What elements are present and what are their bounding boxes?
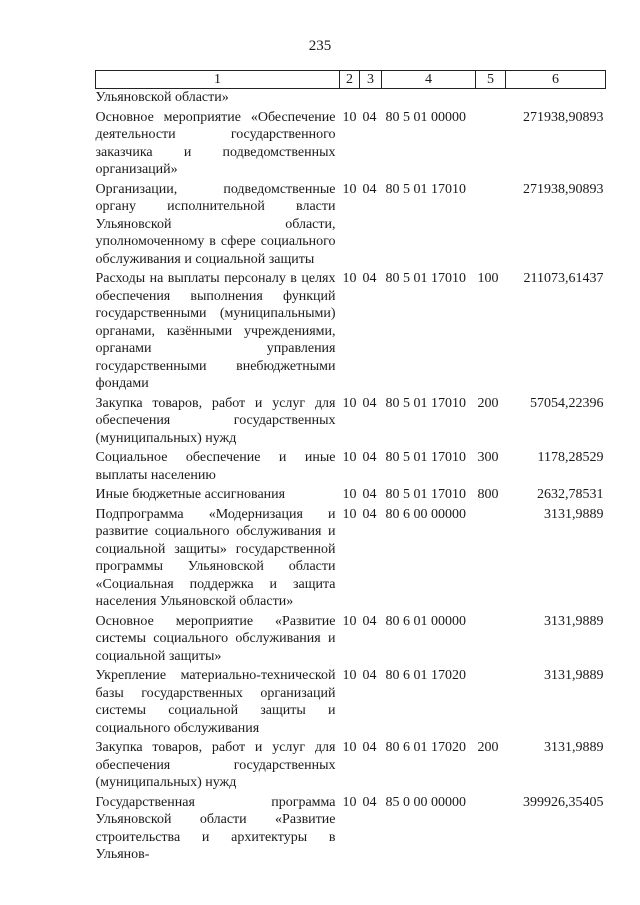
row-name: Организации, подведомственные органу исполнительной власти Ульяновской области, уполномоченному в сфере социального обслуживания и социальной защиты xyxy=(95,181,336,267)
row-name: Иные бюджетные ассигнования xyxy=(95,487,286,502)
row-subsection: 04 xyxy=(362,271,377,286)
row-expense-type xyxy=(476,667,506,739)
row-expense-type xyxy=(476,89,506,109)
row-expense-type xyxy=(476,506,506,613)
table-row xyxy=(96,794,606,866)
row-target-code: 80 5 01 17010 xyxy=(385,271,466,286)
row-expense-type: 800 xyxy=(477,487,499,502)
row-amount: 1178,28529 xyxy=(537,450,604,465)
header-col-6: 6 xyxy=(506,71,606,89)
row-subsection: 04 xyxy=(362,613,377,629)
row-subsection xyxy=(360,89,382,109)
row-amount: 211073,61437 xyxy=(523,271,604,286)
table-header-row xyxy=(96,71,606,89)
row-target-code: 80 5 01 17010 xyxy=(385,487,466,502)
row-name: Расходы на выплаты персоналу в целях обеспечения выполнения функций государственными (муниципальными) органами, казёнными учреждениями, органами управления государственными внебюджетными фондами xyxy=(95,271,336,391)
row-name: Укрепление материально-технической базы государственных организаций системы социальной защиты и социального обслуживания xyxy=(95,668,336,736)
row-subsection: 04 xyxy=(362,109,377,125)
row-section: 10 xyxy=(342,668,357,683)
row-subsection: 04 xyxy=(362,506,377,522)
row-section: 10 xyxy=(342,487,357,502)
row-target-code: 80 6 01 17020 xyxy=(385,668,466,683)
row-target-code: 80 6 01 00000 xyxy=(385,613,466,629)
table-row xyxy=(96,270,606,395)
row-name: Закупка товаров, работ и услуг для обеспечения государственных (муниципальных) нужд xyxy=(95,395,336,446)
table-row xyxy=(96,181,606,271)
row-subsection: 04 xyxy=(362,450,377,465)
row-amount: 3131,9889 xyxy=(544,506,604,522)
row-section: 10 xyxy=(342,794,357,810)
row-section: 10 xyxy=(342,181,357,197)
header-col-5: 5 xyxy=(476,71,506,89)
row-amount: 3131,9889 xyxy=(544,668,604,683)
row-target-code: 85 0 00 00000 xyxy=(385,794,466,810)
row-name: Закупка товаров, работ и услуг для обеспечения государственных (муниципальных) нужд xyxy=(95,740,336,790)
table-row xyxy=(96,89,606,109)
row-subsection: 04 xyxy=(362,740,377,755)
row-expense-type: 300 xyxy=(477,450,499,465)
row-subsection: 04 xyxy=(362,395,377,411)
row-subsection: 04 xyxy=(362,794,377,810)
row-target-code: 80 5 01 17010 xyxy=(385,395,466,411)
row-section: 10 xyxy=(342,395,357,411)
row-expense-type: 200 xyxy=(477,395,499,411)
row-amount: 399926,35405 xyxy=(523,794,604,810)
row-section: 10 xyxy=(342,271,357,286)
table-row xyxy=(96,613,606,668)
header-col-2: 2 xyxy=(340,71,360,89)
row-expense-type xyxy=(476,109,506,181)
row-amount: 271938,90893 xyxy=(523,181,604,197)
table-row xyxy=(96,395,606,450)
row-amount: 57054,22396 xyxy=(530,395,604,411)
row-name: Подпрограмма «Модернизация и развитие социального обслуживания и социальной защиты» государственной программы Ульяновской области «Социальная поддержка и защита населения Ульяновской области» xyxy=(95,506,336,609)
row-section: 10 xyxy=(342,740,357,755)
table-row xyxy=(96,667,606,739)
row-target-code: 80 5 01 17010 xyxy=(385,181,466,197)
row-amount: 2632,78531 xyxy=(537,487,604,502)
row-subsection: 04 xyxy=(362,181,377,197)
header-col-1: 1 xyxy=(96,71,340,89)
row-target-code: 80 6 01 17020 xyxy=(385,740,466,755)
row-expense-type xyxy=(476,613,506,668)
row-amount: 3131,9889 xyxy=(544,740,604,755)
row-expense-type xyxy=(476,181,506,271)
row-section: 10 xyxy=(342,506,357,522)
table-row xyxy=(96,739,606,794)
row-section: 10 xyxy=(342,613,357,629)
row-name: Основное мероприятие «Развитие системы социального обслуживания и социальной защиты» xyxy=(95,613,336,664)
row-expense-type: 100 xyxy=(477,271,499,286)
row-section: 10 xyxy=(342,109,357,125)
row-expense-type: 200 xyxy=(477,740,499,755)
table-row xyxy=(96,449,606,486)
row-expense-type xyxy=(476,794,506,866)
table-row xyxy=(96,486,606,506)
row-target-code: 80 5 01 00000 xyxy=(385,109,466,125)
row-amount: 3131,9889 xyxy=(544,613,604,629)
row-target-code xyxy=(382,89,476,109)
page-number: 235 xyxy=(308,38,332,54)
row-name: Ульяновской области» xyxy=(95,90,229,105)
budget-table xyxy=(95,70,606,866)
row-section xyxy=(340,89,360,109)
header-col-3: 3 xyxy=(360,71,382,89)
row-target-code: 80 5 01 17010 xyxy=(385,450,466,465)
row-section: 10 xyxy=(342,450,357,465)
row-subsection: 04 xyxy=(362,668,377,683)
row-amount: 271938,90893 xyxy=(523,109,604,125)
row-name: Социальное обеспечение и иные выплаты населению xyxy=(95,450,336,483)
row-name: Государственная программа Ульяновской области «Развитие строительства и архитектуры в Ульянов- xyxy=(95,794,336,862)
table-row xyxy=(96,109,606,181)
row-amount xyxy=(506,89,606,109)
table-row xyxy=(96,506,606,613)
header-col-4: 4 xyxy=(382,71,476,89)
row-subsection: 04 xyxy=(362,487,377,502)
row-name: Основное мероприятие «Обеспечение деятельности государственного заказчика и подведомственных организаций» xyxy=(95,109,336,177)
row-target-code: 80 6 00 00000 xyxy=(385,506,466,522)
